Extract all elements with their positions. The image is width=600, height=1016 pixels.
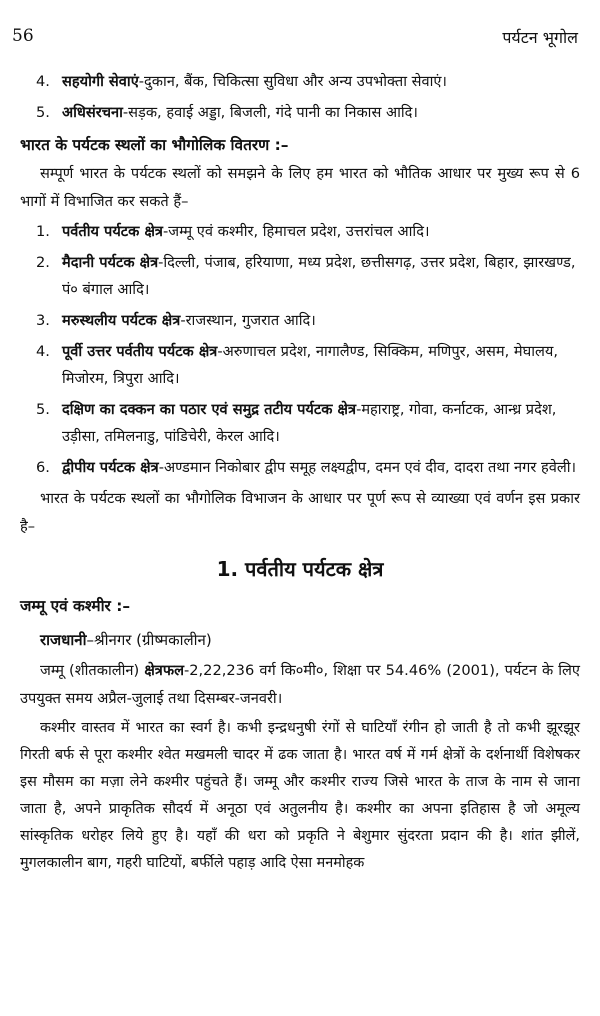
- page-number: 56: [12, 26, 34, 46]
- item-text: -दिल्ली, पंजाब, हरियाणा, मध्य प्रदेश, छत्तीसगढ़, उत्तर प्रदेश, बिहार, झारखण्ड, पं० बंगाल आदि।: [62, 254, 576, 298]
- item-text: -दुकान, बैंक, चिकित्सा सुविधा और अन्य उपभोक्ता सेवाएं।: [138, 73, 447, 90]
- capital-line: [20, 623, 580, 657]
- item-term: दक्षिण का दक्कन का पठार एवं समुद्र तटीय पर्यटक क्षेत्र: [62, 401, 357, 418]
- section-title: 1. पर्वतीय पर्यटक क्षेत्र: [216, 557, 384, 581]
- item-number: 4.: [36, 343, 50, 360]
- item-number: 6.: [36, 459, 50, 476]
- item-term: मरुस्थलीय पर्यटक क्षेत्र: [62, 312, 181, 329]
- zone-item-6: [20, 454, 580, 481]
- item-number: 4.: [36, 73, 50, 90]
- item-text: -जम्मू एवं कश्मीर, हिमाचल प्रदेश, उत्तरांचल आदि।: [162, 223, 430, 240]
- item-text: -अरुणाचल प्रदेश, नागालैण्ड, सिक्किम, मणिपुर, असम, मेघालय, मिजोरम, त्रिपुरा आदि।: [62, 343, 559, 387]
- service-item-5: [20, 99, 580, 126]
- item-number: 5.: [36, 104, 50, 121]
- item-term: द्वीपीय पर्यटक क्षेत्र: [62, 459, 159, 476]
- item-number: 5.: [36, 401, 50, 418]
- item-term: अधिसंरचना: [62, 104, 123, 121]
- item-number: 2.: [36, 254, 50, 271]
- item-term: सहयोगी सेवाएं: [62, 73, 139, 90]
- zone-item-2: [20, 249, 580, 303]
- capital-text: –श्रीनगर (ग्रीष्मकालीन): [86, 631, 212, 649]
- item-text: -अण्डमान निकोबार द्वीप समूह लक्ष्यद्वीप, दमन एवं दीव, दादरा तथा नगर हवेली।: [158, 459, 577, 476]
- intro-paragraph: सम्पूर्ण भारत के पर्यटक स्थलों को समझने के लिए हम भारत को भौतिक आधार पर मुख्य रूप से 6 भागों में विभाजित कर सकते हैं–: [20, 165, 580, 210]
- summary-paragraph: भारत के पर्यटक स्थलों का भौगोलिक विभाजन के आधार पर पूर्ण रूप से व्याख्या एवं वर्णन इस प्रकार है–: [20, 490, 580, 535]
- running-title: पर्यटन भूगोल: [502, 28, 578, 47]
- item-term: मैदानी पर्यटक क्षेत्र: [62, 254, 159, 271]
- capital-label: राजधानी: [40, 631, 87, 649]
- facts-area-label: क्षेत्रफल: [144, 662, 184, 679]
- zone-item-3: [20, 307, 580, 334]
- facts-paragraph: [20, 657, 580, 713]
- item-text: -महाराष्ट्र, गोवा, कर्नाटक, आन्ध्र प्रदेश, उड़ीसा, तमिलनाडु, पांडिचेरी, केरल आदि।: [62, 401, 557, 445]
- item-number: 3.: [36, 312, 50, 329]
- item-term: पूर्वी उत्तर पर्वतीय पर्यटक क्षेत्र: [62, 343, 218, 360]
- item-number: 1.: [36, 223, 50, 240]
- zone-item-4: [20, 338, 580, 392]
- item-text: -सड़क, हवाई अड्डा, बिजली, गंदे पानी का निकास आदि।: [122, 104, 418, 121]
- item-term: पर्वतीय पर्यटक क्षेत्र: [62, 223, 163, 240]
- jk-heading: जम्मू एवं कश्मीर :–: [20, 597, 131, 615]
- distribution-heading: भारत के पर्यटक स्थलों का भौगोलिक वितरण :–: [20, 136, 289, 154]
- zone-item-5: [20, 396, 580, 450]
- page-body: [20, 68, 580, 877]
- facts-pre: जम्मू (शीतकालीन): [40, 662, 145, 679]
- service-item-4: [20, 68, 580, 95]
- page-header: [12, 26, 578, 52]
- item-text: -राजस्थान, गुजरात आदि।: [180, 312, 316, 329]
- zone-item-1: [20, 218, 580, 245]
- facts-post: -2,22,236 वर्ग कि०मी०, शिक्षा पर 54.46% (2001), पर्यटन के लिए उपयुक्त समय अप्रैल-जुलाई तथा दिसम्बर-जनवरी।: [20, 662, 581, 707]
- kashmir-paragraph: कश्मीर वास्तव में भारत का स्वर्ग है। कभी इन्द्रधनुषी रंगों से घाटियाँ रंगीन हो जाती है तो कभी झूरझूर गिरती बर्फ से पूरा कश्मीर श्वेत मखमली चादर में ढक जाता है। भारत वर्ष में गर्म क्षेत्रों के दर्शनार्थी विशेषकर इस मौसम का मज़ा लेने कश्मीर पहुंचते हैं। जम्मू और कश्मीर राज्य जिसे भारत के ताज के नाम से जाना जाता है, अपने प्राकृतिक सौदर्य में अनूठा एवं अतुलनीय है। कश्मीर का अपना इतिहास है जो अमूल्य सांस्कृतिक धरोहर लिये हुए है। यहाँ की धरा को प्रकृति ने बेशुमार सुंदरता प्रदान की है। शांत झीलें, मुगलकालीन बाग, गहरी घाटियों, बर्फीले पहाड़ आदि ऐसा मनमोहक: [20, 720, 580, 871]
